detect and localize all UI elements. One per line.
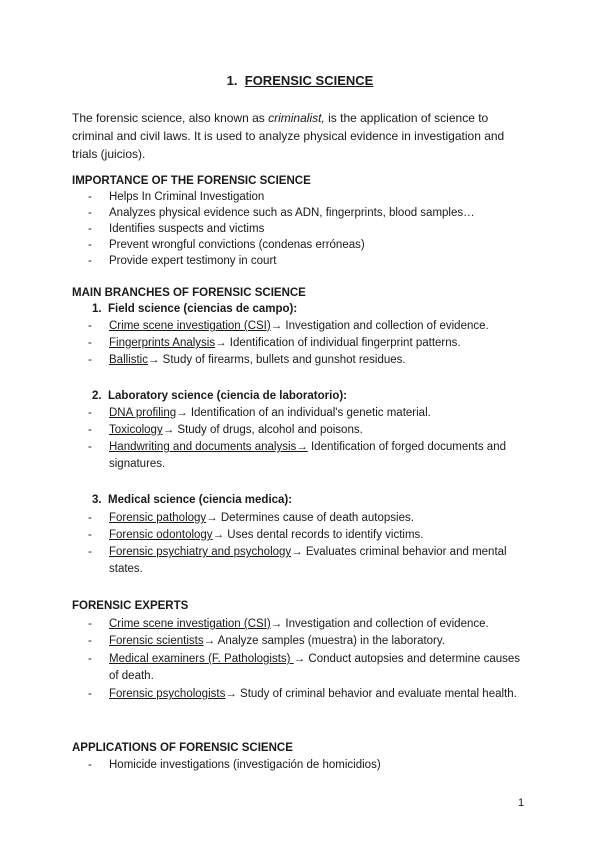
item-term: Fingerprints Analysis [109, 337, 216, 349]
item-term: Forensic odontology [109, 529, 213, 541]
bullet-dash: - [88, 546, 92, 558]
bullet-dash: - [88, 653, 92, 665]
bullet-dash: - [88, 759, 92, 771]
branch-subheading [92, 301, 297, 317]
item-text: Analyzes physical evidence such as ADN, fingerprints, blood samples… [109, 207, 475, 219]
intro-italic: criminalist, [268, 111, 325, 125]
list-item [88, 616, 528, 633]
item-desc: Identification of forged documents and signatures. [109, 441, 506, 470]
list-item [88, 422, 528, 439]
list-item [88, 318, 528, 335]
item-text: Prevent wrongful convictions (condenas erróneas) [109, 239, 365, 251]
bullet-dash: - [88, 407, 92, 419]
item-desc: → Investigation and collection of evidence. [270, 320, 489, 332]
bullet-dash: - [88, 529, 92, 541]
list-item [88, 510, 528, 527]
list-item [88, 352, 528, 369]
item-term: Ballistic [109, 354, 148, 366]
title-text: FORENSIC SCIENCE [244, 73, 374, 88]
list-item [88, 633, 528, 650]
item-text: Provide expert testimony in court [109, 255, 277, 267]
branch-subheading [92, 492, 292, 508]
list-item [88, 527, 528, 544]
bullet-dash: - [88, 239, 92, 251]
item-term: Forensic pathology [109, 512, 207, 524]
list-item [88, 757, 528, 774]
intro-paragraph [72, 109, 528, 163]
item-desc: → Study of drugs, alcohol and poisons. [162, 424, 363, 436]
branch-number: 3. [92, 494, 102, 506]
item-term: Handwriting and documents analysis→ [109, 441, 308, 453]
item-term: Toxicology [109, 424, 163, 436]
title-number: 1. [226, 73, 238, 88]
item-desc: → Conduct autopsies and determine causes of death. [109, 653, 521, 682]
list-item [88, 686, 528, 703]
page-number: 1 [518, 797, 525, 809]
importance-heading: IMPORTANCE OF THE FORENSIC SCIENCE [72, 175, 311, 187]
bullet-dash: - [88, 337, 92, 349]
branches-heading: MAIN BRANCHES OF FORENSIC SCIENCE [72, 287, 306, 299]
item-term: Crime scene investigation (CSI) [109, 618, 271, 630]
branch-number: 1. [92, 303, 102, 315]
item-text: Helps In Criminal Investigation [109, 191, 265, 203]
bullet-dash: - [88, 635, 92, 647]
bullet-dash: - [88, 320, 92, 332]
item-term: Forensic psychologists [109, 688, 226, 700]
item-desc: → Identification of individual fingerprint patterns. [215, 337, 461, 349]
list-item [88, 544, 528, 578]
bullet-dash: - [88, 688, 92, 700]
item-desc: → Evaluates criminal behavior and mental states. [109, 546, 507, 575]
applications-heading: APPLICATIONS OF FORENSIC SCIENCE [72, 742, 293, 754]
item-term: Forensic scientists [109, 635, 204, 647]
bullet-dash: - [88, 424, 92, 436]
bullet-dash: - [88, 512, 92, 524]
list-item [88, 335, 528, 352]
branch-title: Laboratory science (ciencia de laboratorio): [108, 390, 348, 402]
branch-title: Field science (ciencias de campo): [108, 303, 298, 315]
bullet-dash: - [88, 191, 92, 203]
intro-before: The forensic science, also known as [72, 111, 269, 125]
bullet-dash: - [88, 255, 92, 267]
branch-subheading [92, 388, 347, 404]
list-item [88, 405, 528, 422]
item-term: Medical examiners (F. Pathologists) [109, 653, 294, 665]
branch-number: 2. [92, 390, 102, 402]
item-text: Identifies suspects and victims [109, 223, 265, 235]
list-item [88, 221, 528, 238]
bullet-dash: - [88, 223, 92, 235]
list-item [88, 439, 528, 473]
list-item [88, 253, 528, 270]
list-item [88, 237, 528, 254]
list-item [88, 189, 528, 206]
item-desc: → Investigation and collection of evidence. [270, 618, 489, 630]
item-term: Crime scene investigation (CSI) [109, 320, 271, 332]
item-desc: → Determines cause of death autopsies. [206, 512, 414, 524]
item-desc: → Identification of an individual's genetic material. [176, 407, 431, 419]
page-title [0, 73, 600, 89]
bullet-dash: - [88, 441, 92, 453]
item-text: Homicide investigations (investigación de homicidios) [109, 759, 381, 771]
item-term: Forensic psychiatry and psychology [109, 546, 292, 558]
bullet-dash: - [88, 354, 92, 366]
item-desc: → Study of criminal behavior and evaluate mental health. [225, 688, 517, 700]
item-term: DNA profiling [109, 407, 177, 419]
item-desc: → Analyze samples (muestra) in the laboratory. [203, 635, 445, 647]
experts-heading: FORENSIC EXPERTS [72, 600, 189, 612]
item-desc: → Study of firearms, bullets and gunshot residues. [147, 354, 406, 366]
branch-title: Medical science (ciencia medica): [108, 494, 293, 506]
bullet-dash: - [88, 207, 92, 219]
list-item [88, 651, 528, 685]
item-desc: → Uses dental records to identify victims. [212, 529, 424, 541]
bullet-dash: - [88, 618, 92, 630]
list-item [88, 205, 528, 222]
intro-after: is the application of science to criminal and civil laws. It is used to analyze physical evidence in investigation and trials (juicios). [72, 111, 505, 161]
